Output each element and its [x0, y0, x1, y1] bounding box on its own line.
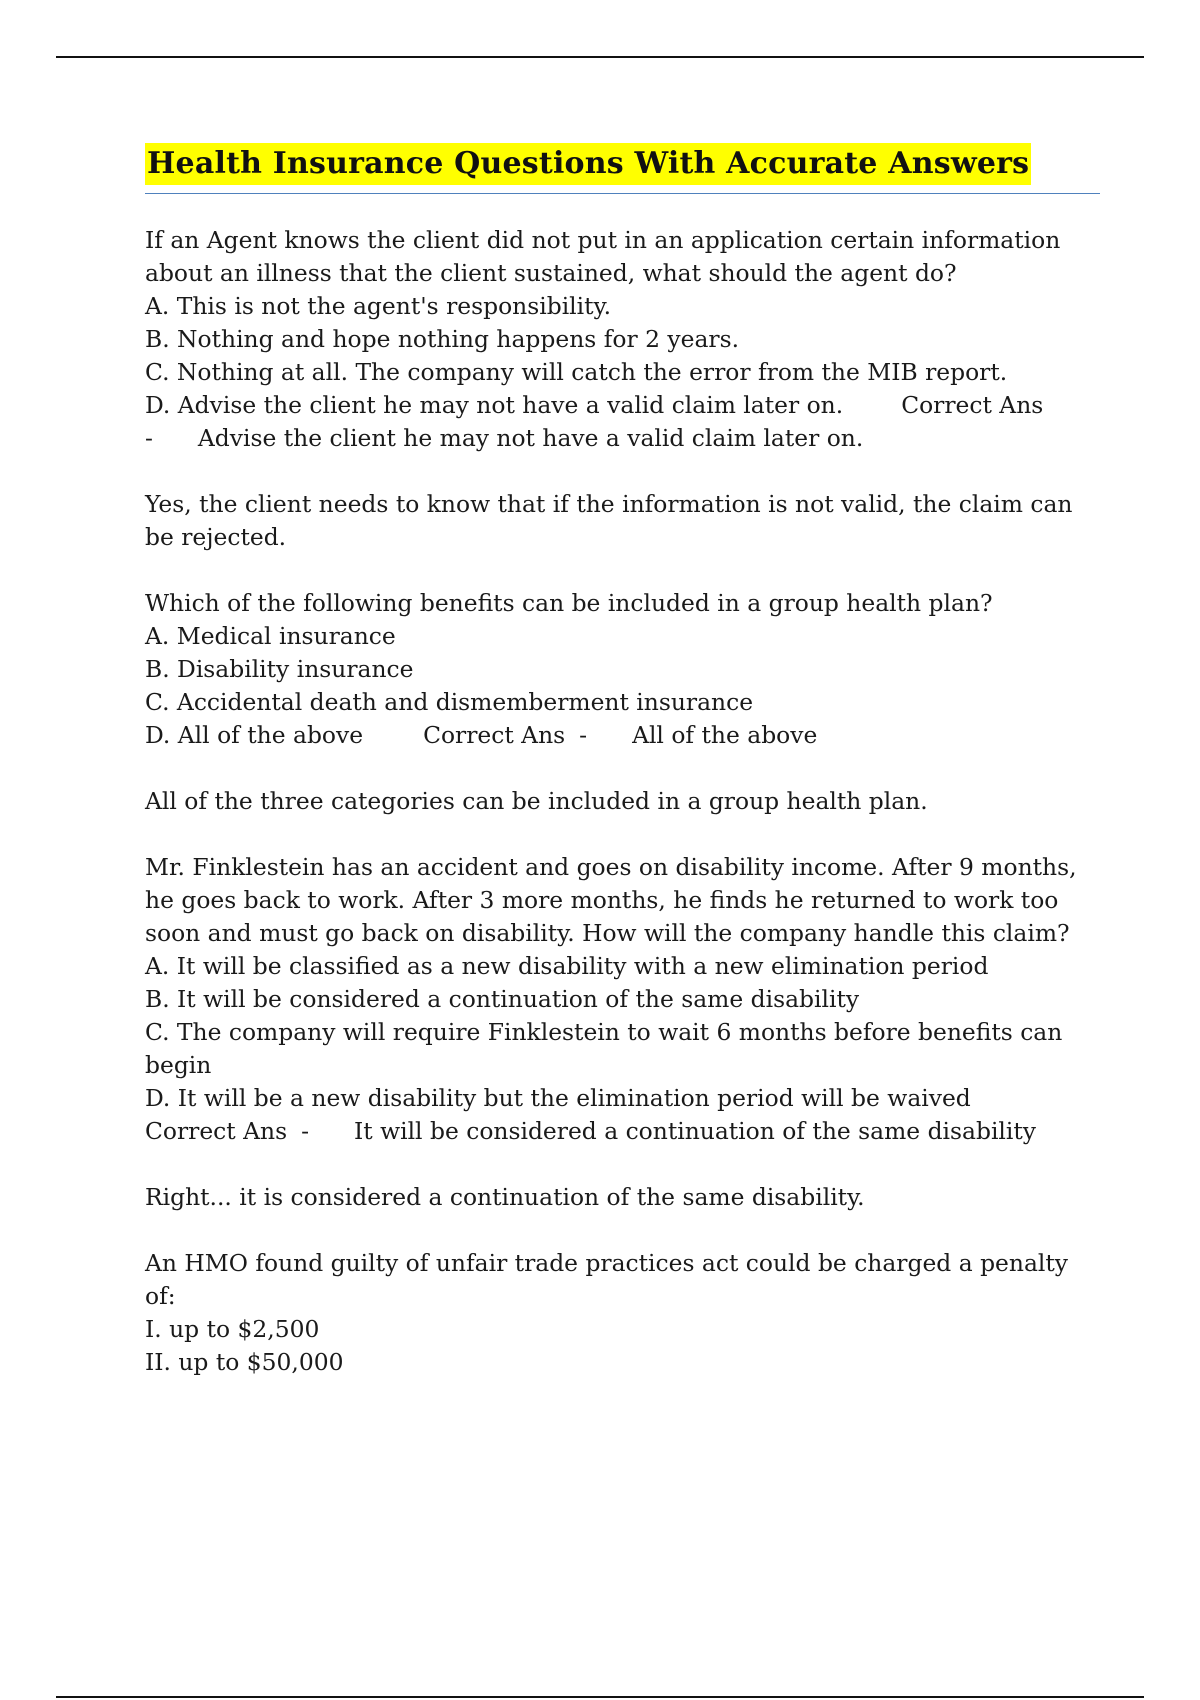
correct-answer-label: Correct Ans [423, 721, 566, 749]
answer-dash: - [579, 721, 588, 749]
question-text: Which of the following benefits can be included in a group health plan? [145, 589, 993, 617]
option-b: B. Nothing and hope nothing happens for 2 years. [145, 325, 740, 353]
question-block-3 [145, 851, 1100, 1214]
correct-answer: Advise the client he may not have a valid claim later on. [197, 424, 864, 452]
document-title: Health Insurance Questions With Accurate Answers [145, 143, 1031, 185]
answer-explanation: All of the three categories can be included in a group health plan. [145, 787, 928, 815]
answer-line [145, 422, 1100, 455]
option-d: D. It will be a new disability but the elimination period will be waived [145, 1084, 971, 1112]
answer-dash: - [301, 1117, 309, 1145]
option-d-line [145, 719, 1100, 752]
question-text: Mr. Finklestein has an accident and goes on disability income. After 9 months, he goes back to work. After 3 more months, he finds he returned to work too soon and must go back on disability. How will the company handle this claim? [145, 853, 1084, 947]
option-a: A. It will be classified as a new disability with a new elimination period [145, 952, 989, 980]
question-block-1 [145, 224, 1100, 554]
option-1: I. up to $2,500 [145, 1315, 320, 1343]
correct-answer-label: Correct Ans [145, 1117, 288, 1145]
option-a: A. This is not the agent's responsibility. [145, 292, 612, 320]
question-block-4 [145, 1247, 1100, 1379]
option-d: D. Advise the client he may not have a valid claim later on. [145, 391, 844, 419]
option-d: D. All of the above [145, 721, 364, 749]
question-text: If an Agent knows the client did not put in an application certain information about an illness that the client sustained, what should the agent do? [145, 226, 1068, 287]
option-c: C. Nothing at all. The company will catch the error from the MIB report. [145, 358, 1008, 386]
bottom-rule [56, 1696, 1144, 1698]
question-text: An HMO found guilty of unfair trade practices act could be charged a penalty of: [145, 1249, 1076, 1310]
option-d-line [145, 389, 1100, 422]
document-body [145, 143, 1100, 1379]
option-b: B. Disability insurance [145, 655, 414, 683]
option-c: C. The company will require Finklestein to wait 6 months before benefits can begin [145, 1018, 1070, 1079]
answer-explanation: Yes, the client needs to know that if the information is not valid, the claim can be rejected. [145, 490, 1080, 551]
option-a: A. Medical insurance [145, 622, 396, 650]
correct-answer: It will be considered a continuation of the same disability [354, 1117, 1037, 1145]
option-c: C. Accidental death and dismemberment insurance [145, 688, 754, 716]
answer-explanation: Right... it is considered a continuation of the same disability. [145, 1183, 865, 1211]
title-block [145, 143, 1100, 194]
option-b: B. It will be considered a continuation of the same disability [145, 985, 860, 1013]
question-block-2 [145, 587, 1100, 818]
top-rule [56, 56, 1144, 58]
answer-dash: - [145, 424, 153, 452]
answer-line [145, 1115, 1100, 1148]
correct-answer: All of the above [632, 721, 818, 749]
correct-answer-label: Correct Ans [901, 391, 1044, 419]
option-2: II. up to $50,000 [145, 1348, 344, 1376]
